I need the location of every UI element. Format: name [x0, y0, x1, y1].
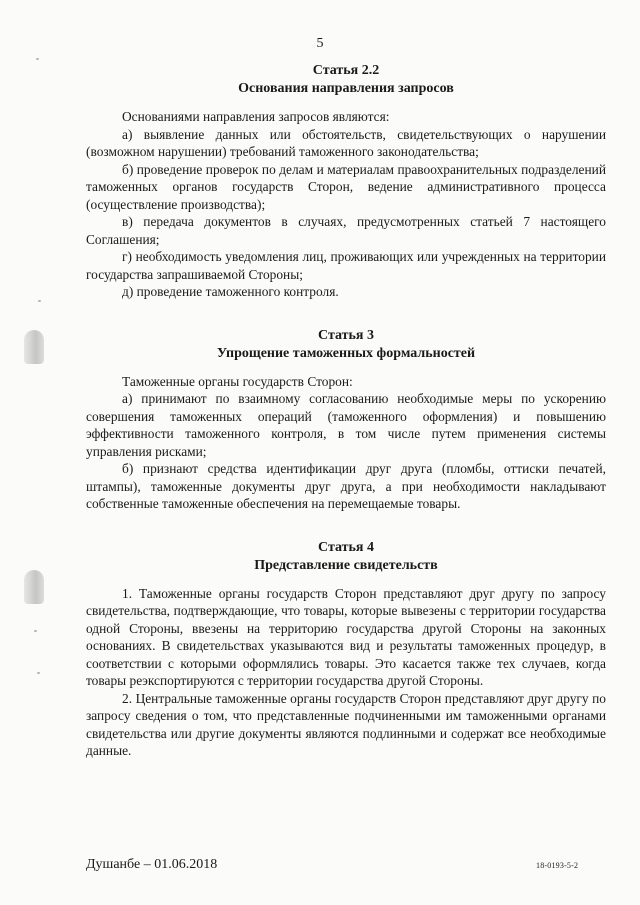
article-3 — [86, 327, 606, 513]
footer-document-code: 18-0193-5-2 — [536, 861, 579, 870]
article-2-2 — [86, 62, 606, 301]
punch-hole-mark-bottom — [24, 570, 44, 604]
page-number: 5 — [316, 36, 324, 51]
paragraph: 2. Центральные таможенные органы государств Сторон представляют друг другу по запросу сведения о том, что представленные подчиненными им таможенными органами свидетельства или другие документы являются подлинными и содержат все необходимые данные. — [86, 690, 606, 758]
article-subtitle: Упрощение таможенных формальностей — [216, 345, 476, 361]
paragraph: Таможенные органы государств Сторон: — [122, 373, 353, 389]
paragraph: а) выявление данных или обстоятельств, свидетельствующих о нарушении (возможном нарушении) требований таможенного законодательства; — [86, 126, 606, 159]
article-subtitle: Основания направления запросов — [238, 81, 454, 96]
article-heading — [86, 539, 606, 575]
scan-speck — [37, 672, 40, 674]
paragraph: б) проведение проверок по делам и материалам правоохранительных подразделений таможенных органов государств Сторон, ведение административного процесса (осуществление производства); — [86, 161, 606, 212]
paragraph: б) признают средства идентификации друг друга (пломбы, оттиски печатей, штампы), таможенные документы друг друга, а при необходимости накладывают собственные таможенные обеспечения на перемещаемые товары. — [86, 461, 606, 511]
paragraph: в) передача документов в случаях, предусмотренных статьей 7 настоящего Соглашения; — [86, 214, 606, 247]
document-body — [86, 62, 606, 786]
scan-speck — [38, 300, 41, 302]
article-title: Статья 4 — [318, 539, 374, 555]
paragraph: Основаниями направления запросов являются: — [122, 109, 390, 124]
footer-place-date: Душанбе – 01.06.2018 — [86, 857, 218, 872]
punch-hole-mark-top — [24, 330, 44, 364]
scan-speck — [36, 58, 39, 60]
paragraph: а) принимают по взаимному согласованию необходимые меры по ускорению совершения таможенных операций (таможенного оформления) и повышению эффективности таможенного контроля, в том числе путем применения системы управления рисками; — [86, 391, 606, 459]
article-4 — [86, 539, 606, 760]
paragraph: д) проведение таможенного контроля. — [122, 284, 339, 299]
article-title: Статья 2.2 — [312, 63, 380, 78]
article-subtitle: Представление свидетельств — [254, 557, 438, 573]
article-heading — [86, 327, 606, 363]
paragraph: 1. Таможенные органы государств Сторон представляют друг другу по запросу свидетельства, подтверждающие, что товары, которые вывезены с территории государства одной Стороны, ввезены на территорию государства другой Стороны на законных основаниях. В свидетельствах указываются вид и результаты таможенных процедур, в соответствии с которыми оформлялись товары. Это касается также тех случаев, когда товары реэкспортируются с территории государства другой Стороны. — [86, 585, 606, 688]
article-heading — [86, 62, 606, 98]
paragraph: г) необходимость уведомления лиц, проживающих или учрежденных на территории государства запрашиваемой Стороны; — [86, 249, 606, 282]
article-title: Статья 3 — [318, 327, 374, 343]
scan-speck — [34, 630, 37, 632]
